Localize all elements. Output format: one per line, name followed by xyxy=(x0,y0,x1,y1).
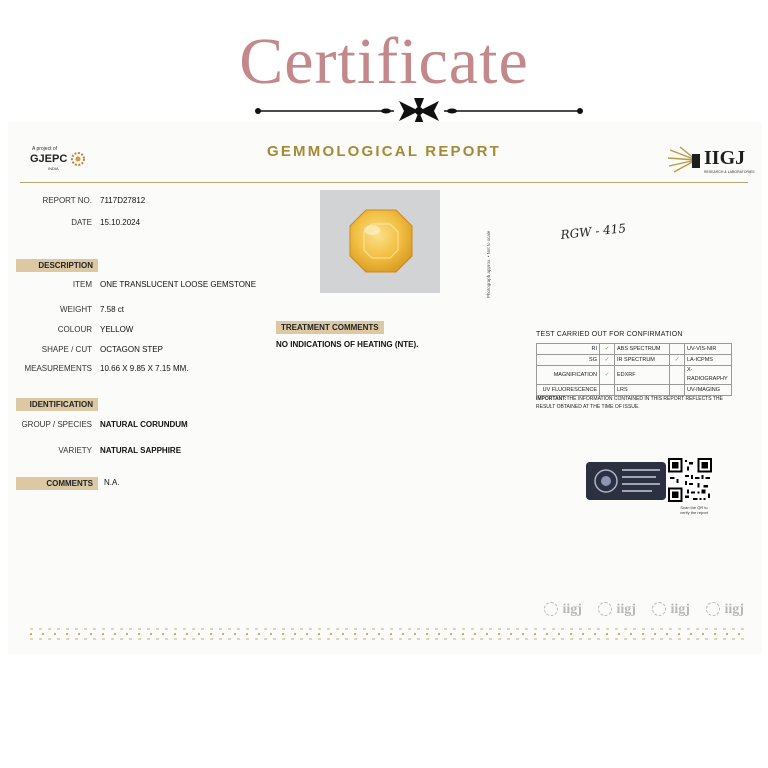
tests-row xyxy=(537,344,732,355)
variety-value: NATURAL SAPPHIRE xyxy=(100,446,182,455)
important-note xyxy=(536,395,726,411)
iigj-sunburst-icon xyxy=(666,146,702,174)
treatment-comments-value: NO INDICATIONS OF HEATING (NTE). xyxy=(276,340,419,349)
check-icon: ✓ xyxy=(600,366,615,385)
gjepc-country: INDIA xyxy=(48,166,59,171)
colour-label: COLOUR xyxy=(57,325,92,334)
iigj-logo-text: IIGJ xyxy=(704,147,746,169)
weight-label: WEIGHT xyxy=(60,305,92,314)
gemstone-image xyxy=(320,190,440,293)
item-label: ITEM xyxy=(72,280,92,289)
iigj-subtitle: RESEARCH & LABORATORIES xyxy=(704,170,755,174)
check-icon xyxy=(670,366,685,385)
weight-value: 7.58 ct xyxy=(100,305,125,314)
iigj-watermark xyxy=(544,600,594,618)
tests-row xyxy=(537,385,732,396)
treatment-comments-tag: TREATMENT COMMENTS xyxy=(276,321,384,334)
watermark-icon xyxy=(598,602,612,616)
comments-value: N.A. xyxy=(104,478,120,487)
shape-label: SHAPE / CUT xyxy=(41,345,92,354)
test-name: LRS xyxy=(615,385,670,396)
ornament-divider xyxy=(254,98,584,124)
comments-section-tag: COMMENTS xyxy=(16,477,98,490)
colour-value: YELLOW xyxy=(100,325,134,334)
test-name: IR SPECTRUM xyxy=(615,355,670,366)
watermark-icon xyxy=(652,602,666,616)
variety-label: VARIETY xyxy=(58,446,92,455)
certificate-title: Certificate xyxy=(239,25,529,98)
report-no-value: 7117D27812 xyxy=(100,196,146,205)
photo-disclaimer-text xyxy=(484,190,494,300)
group-species-value: NATURAL CORUNDUM xyxy=(100,420,188,429)
shape-value: OCTAGON STEP xyxy=(100,345,163,354)
iigj-watermark xyxy=(652,600,702,618)
report-no-label: REPORT NO. xyxy=(42,196,92,205)
watermark-icon xyxy=(544,602,558,616)
check-icon: ✓ xyxy=(670,355,685,366)
tests-row xyxy=(537,355,732,366)
test-name: UV FLUORESCENCE xyxy=(537,385,600,396)
important-label: IMPORTANT: xyxy=(536,396,567,402)
watermark-text: iigj xyxy=(670,602,690,617)
description-section-tag: DESCRIPTION xyxy=(16,259,98,272)
iigj-watermark xyxy=(706,600,756,618)
watermark-text: iigj xyxy=(616,602,636,617)
measurements-label: MEASUREMENTS xyxy=(24,364,92,373)
check-icon: ✓ xyxy=(600,344,615,355)
tests-table xyxy=(536,343,732,396)
tests-title: TEST CARRIED OUT FOR CONFIRMATION xyxy=(536,331,683,338)
date-label: DATE xyxy=(71,218,92,227)
test-name: X-RADIOGRAPHY xyxy=(685,366,732,385)
date-value: 15.10.2024 xyxy=(100,218,141,227)
check-icon xyxy=(670,344,685,355)
test-name: UV-VIS-NIR xyxy=(685,344,732,355)
test-name: SG xyxy=(537,355,600,366)
header-rule xyxy=(20,182,748,183)
test-name: EDXRF xyxy=(615,366,670,385)
item-value: ONE TRANSLUCENT LOOSE GEMSTONE xyxy=(100,280,257,289)
watermark-text: iigj xyxy=(724,602,744,617)
gemstone-photo xyxy=(320,190,440,293)
gjepc-project-label: A project of xyxy=(32,146,58,152)
check-icon xyxy=(670,385,685,396)
check-icon: ✓ xyxy=(600,355,615,366)
test-name: MAGNIFICATION xyxy=(537,366,600,385)
watermark-text: iigj xyxy=(562,602,582,617)
svg-text:Photograph approx. • Not to sc: Photograph approx. • Not to scale xyxy=(486,230,491,298)
watermark-icon xyxy=(706,602,720,616)
hologram-seal-icon xyxy=(586,462,666,500)
decorative-border-strip xyxy=(30,626,750,642)
group-species-label: GROUP / SPECIES xyxy=(21,420,92,429)
handwritten-note: RGW - 415 xyxy=(560,221,627,242)
test-name: RI xyxy=(537,344,600,355)
gjepc-logo-text: GJEPC xyxy=(30,153,68,165)
report-title: GEMMOLOGICAL REPORT xyxy=(266,143,502,160)
iigj-watermark xyxy=(598,600,648,618)
important-text: THE INFORMATION CONTAINED IN THIS REPORT REFLECTS THE RESULT OBTAINED AT THE TIME OF ISSUE. xyxy=(536,396,723,410)
measurements-value: 10.66 X 9.85 X 7.15 MM. xyxy=(100,364,189,373)
check-icon xyxy=(600,385,615,396)
test-name: UV-IMAGING xyxy=(685,385,732,396)
qr-note: Scan the QR to verify the report xyxy=(680,505,708,515)
qr-code-icon[interactable] xyxy=(668,458,712,502)
test-name: ABS SPECTRUM xyxy=(615,344,670,355)
test-name: LA-ICPMS xyxy=(685,355,732,366)
identification-section-tag: IDENTIFICATION xyxy=(16,398,98,411)
tests-row xyxy=(537,366,732,385)
